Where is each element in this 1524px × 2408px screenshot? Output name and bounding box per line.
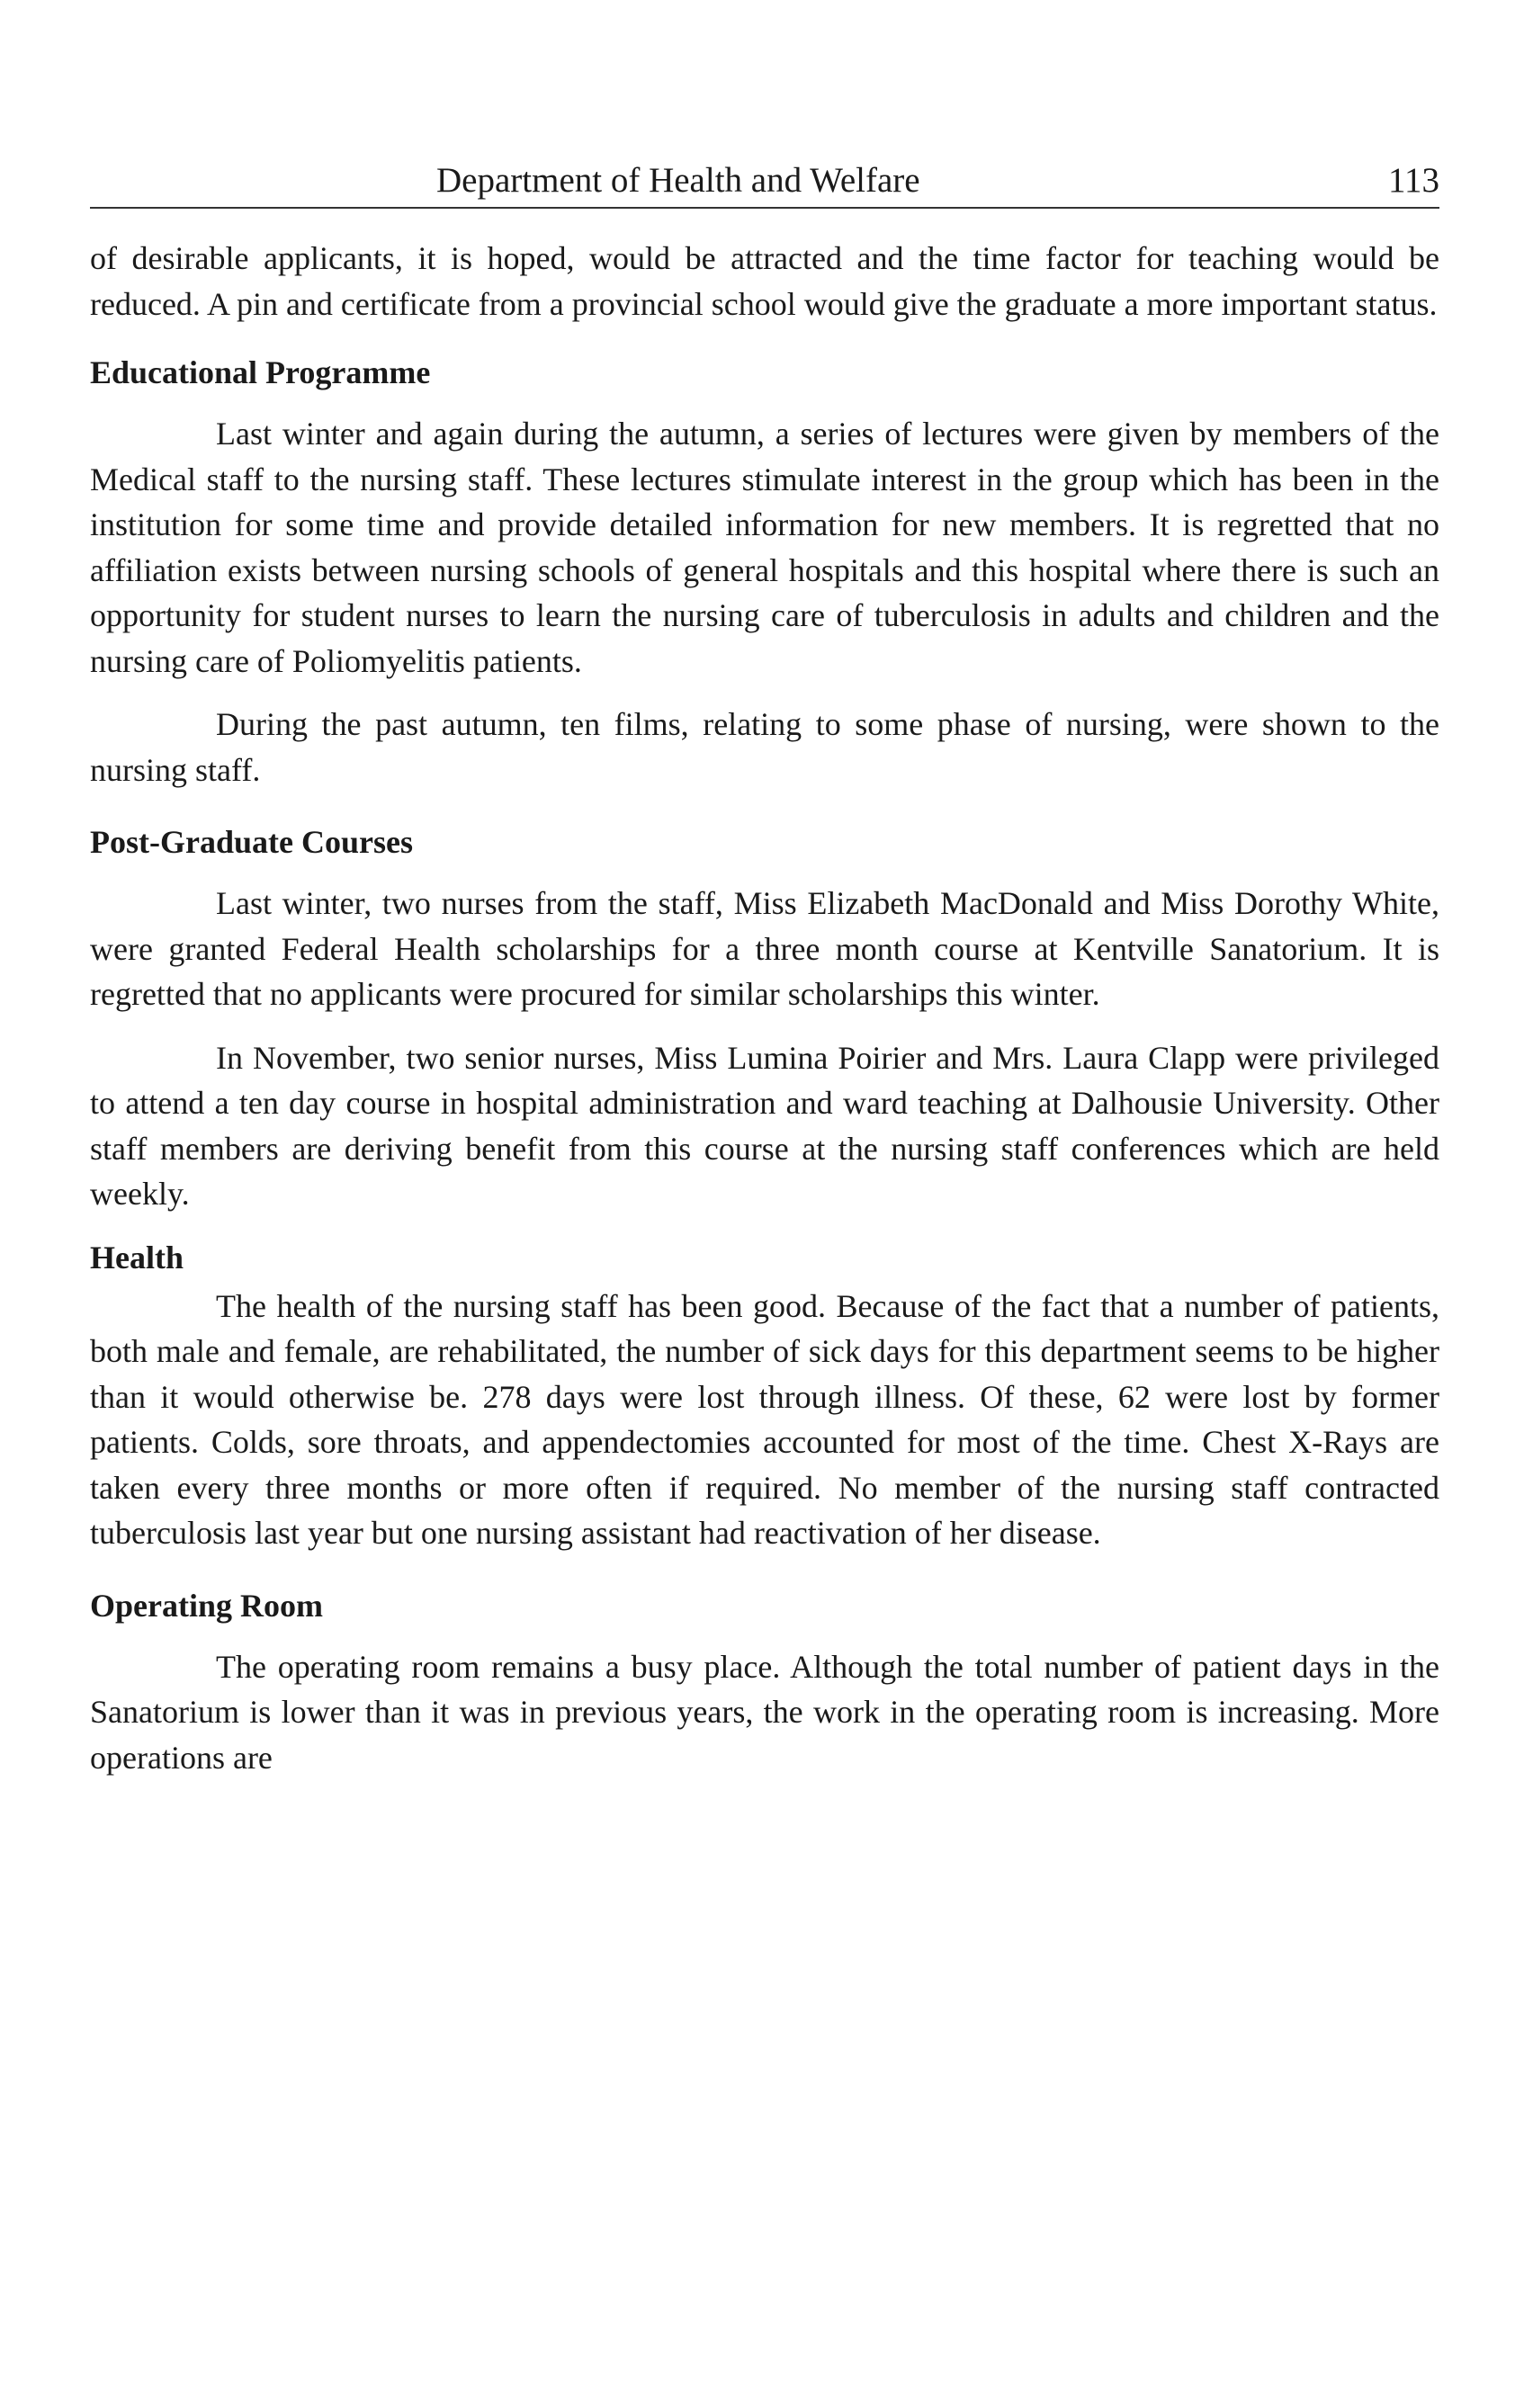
paragraph-operating-1: The operating room remains a busy place. Although the total number of patient days in the Sanatorium is lower than it was in previous years, the work in the operating room is increasing. More operations are [90, 1648, 1439, 1776]
intro-paragraph: of desirable applicants, it is hoped, would be attracted and the time factor for teaching would be reduced. A pin and certificate from a provincial school would give the graduate a more important status. [90, 240, 1439, 322]
paragraph-postgrad-2: In November, two senior nurses, Miss Lumina Poirier and Mrs. Laura Clapp were privileged to attend a ten day course in hospital administration and ward teaching at Dalhousie University. Other staff members are deriving benefit from this course at the nursing staff conferences which are held weekly. [90, 1039, 1439, 1212]
paragraph-postgrad-1: Last winter, two nurses from the staff, Miss Elizabeth MacDonald and Miss Dorothy White, were granted Federal Health scholarships for a three month course at Kentville Sanatorium. It is regretted that no applicants were procured for similar scholarships this winter. [90, 885, 1439, 1012]
section-heading-post-graduate-courses: Post-Graduate Courses [90, 824, 413, 860]
running-title: Department of Health and Welfare [436, 161, 920, 200]
paragraph-health-1: The health of the nursing staff has been good. Because of the fact that a number of patients, both male and female, are rehabilitated, the number of sick days for this department seems to be higher than it would otherwise be. 278 days were lost through illness. Of these, 62 were lost by former patients. Colds, sore throats, and appendectomies accounted for most of the time. Chest X-Rays are taken every three months or more often if required. No member of the nursing staff contracted tuberculosis last year but one nursing assistant had reactivation of her disease. [90, 1287, 1439, 1551]
page-number: 113 [1387, 161, 1439, 200]
section-heading-educational-programme: Educational Programme [90, 354, 431, 390]
running-header [90, 153, 1439, 209]
section-heading-health: Health [90, 1239, 184, 1276]
document-page [90, 153, 1439, 1780]
paragraph-educational-2: During the past autumn, ten films, relating to some phase of nursing, were shown to the nursing staff. [90, 706, 1439, 788]
section-heading-operating-room: Operating Room [90, 1587, 323, 1624]
paragraph-educational-1: Last winter and again during the autumn, a series of lectures were given by members of the Medical staff to the nursing staff. These lectures stimulate interest in the group which has been in the institution for some time and provide detailed information for new members. It is regretted that no affiliation exists between nursing schools of general hospitals and this hospital where there is such an opportunity for student nurses to learn the nursing care of tuberculosis in adults and children and the nursing care of Poliomyelitis patients. [90, 416, 1439, 679]
